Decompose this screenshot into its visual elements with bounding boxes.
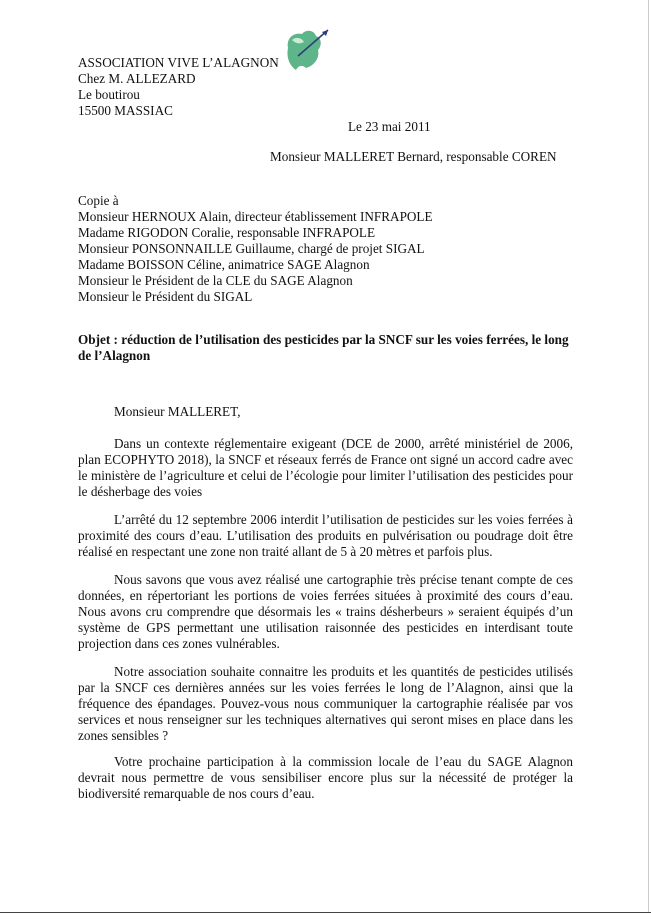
page-edge-right [648, 0, 649, 912]
subject-line-2: de l’Alagnon [78, 348, 151, 363]
copy-item: Monsieur le Président du SIGAL [78, 289, 253, 304]
sender-care-of: Chez M. ALLEZARD [78, 71, 196, 86]
copy-item: Monsieur le Président de la CLE du SAGE Alagnon [78, 273, 353, 288]
association-logo [282, 26, 332, 72]
recipient: Monsieur MALLERET Bernard, responsable COREN [270, 149, 557, 164]
copy-item: Monsieur HERNOUX Alain, directeur établissement INFRAPOLE [78, 209, 433, 224]
letter-date: Le 23 mai 2011 [348, 119, 431, 134]
sender-city: 15500 MASSIAC [78, 103, 173, 118]
copy-label: Copie à [78, 193, 119, 208]
body-paragraph-4: Notre association souhaite connaitre les produits et les quantités de pesticides utilisés par la SNCF ces dernières années sur les voies ferrées le long de l’Alagnon, ainsi que la fréquence des épandages. Pouvez-vous nous communiquer la cartographie réalisée par vos services et nous renseigner sur les techniques alternatives qui seront mises en place dans les zones sensibles ? [78, 664, 573, 743]
body-paragraph-2: L’arrêté du 12 septembre 2006 interdit l’utilisation de pesticides sur les voies ferrées à proximité des cours d’eau. L’utilisation des produits en pulvérisation ou poudrage doit être réalisé en respectant une zone non traité allant de 5 à 20 mètres et parfois plus. [78, 512, 573, 559]
sender-name: ASSOCIATION VIVE L’ALAGNON [78, 55, 279, 70]
copy-item: Madame RIGODON Coralie, responsable INFRAPOLE [78, 225, 376, 240]
body-paragraph-3: Nous savons que vous avez réalisé une cartographie très précise tenant compte de ces données, en répertoriant les portions de voies ferrées situées à proximité des cours d’eau. Nous avons cru comprendre que désormais les « trains désherbeurs » seraient équipés d’un système de GPS permettant une utilisation raisonnée des pesticides en interdisant toute projection dans ces zones vulnérables. [78, 572, 573, 651]
copy-item: Madame BOISSON Céline, animatrice SAGE Alagnon [78, 257, 370, 272]
sender-street: Le boutirou [78, 87, 140, 102]
page-edge-bottom [0, 912, 651, 913]
copy-item: Monsieur PONSONNAILLE Guillaume, chargé de projet SIGAL [78, 241, 425, 256]
body-paragraph-1: Dans un contexte réglementaire exigeant (DCE de 2000, arrêté ministériel de 2006, plan ECOPHYTO 2018), la SNCF et réseaux ferrés de France ont signé un accord cadre avec le ministère de l’agriculture et celui de l’écologie pour limiter l’utilisation des pesticides pour le désherbage des voies [78, 436, 573, 499]
salutation: Monsieur MALLERET, [114, 404, 241, 419]
body-paragraph-5: Votre prochaine participation à la commission locale de l’eau du SAGE Alagnon devrait nous permettre de vous sensibiliser encore plus sur la nécessité de protéger la biodiversité remarquable de nos cours d’eau. [78, 754, 573, 801]
subject-line-1: Objet : réduction de l’utilisation des pesticides par la SNCF sur les voies ferrées, le long [78, 332, 569, 347]
